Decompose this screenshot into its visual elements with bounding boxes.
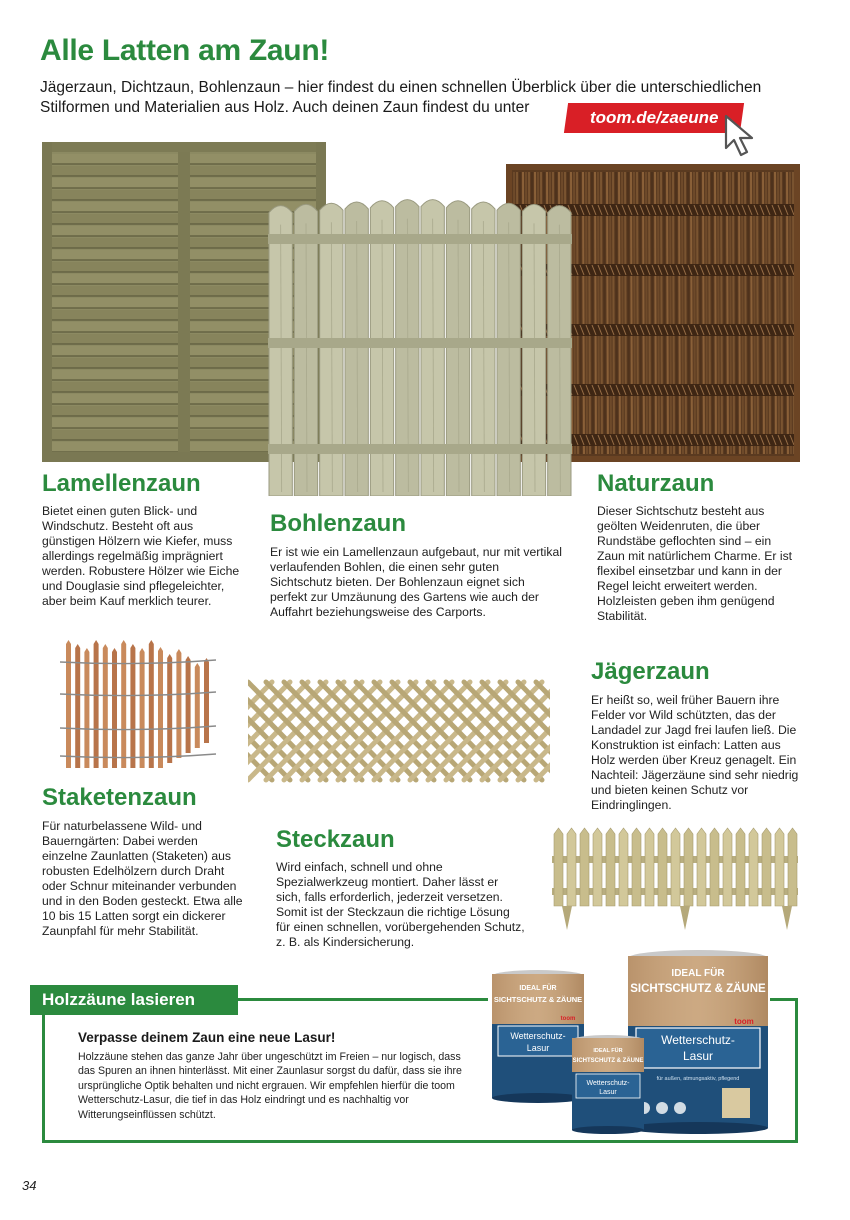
page-number: 34 xyxy=(22,1178,37,1193)
can-brand: toom xyxy=(734,1017,754,1026)
can-product-2-small: Lasur xyxy=(599,1089,617,1096)
paint-can-large xyxy=(628,950,768,1134)
bohlenzaun-image xyxy=(268,192,572,496)
staketenzaun-image xyxy=(60,636,216,776)
bohlenzaun-text: Er ist wie ein Lamellenzaun aufgebaut, nur mit vertikal verlaufenden Bohlen, die einen sehr guten Sichtschutz bieten. Der Bohlenzaun eignet sich perfekt zur Umzäunung des Gartens wie auch der Auffahrt beziehungsweise des Carports. xyxy=(270,545,562,619)
can-banner-1-medium: IDEAL FÜR xyxy=(519,985,557,992)
steckzaun-text: Wird einfach, schnell und ohne Spezialwerkzeug montiert. Daher lässt er sich, falls erforderlich, jederzeit versetzen. Somit ist der Steckzaun die richtige Lösung für einen schnellen, vorübergehenden Schutz, z. B. als Kindersicherung. xyxy=(276,860,525,949)
lamellenzaun-text: Bietet einen guten Blick- und Windschutz. Besteht oft aus günstigen Hölzern wie Kiefer, muss allerdings regelmäßig imprägniert werden. Robustere Hölzer wie Eiche und Douglasie sind pflegeleichter, aber beim Kauf merklich teurer. xyxy=(42,504,240,608)
lasur-text: Holzzäune stehen das ganze Jahr über ungeschützt im Freien – nur logisch, dass das Spuren an ihnen hinterlässt. Mit einer Zaunlasur sorgst du dafür, dass sie ihre ursprüngliche Optik behalten und nicht ergrauen. Wir empfehlen hierfür die toom Wetterschutz-Lasur, die tief in das Holz eindringt und es nachhaltig vor Witterungseinflüssen schützt. xyxy=(78,1051,462,1121)
can-product-2: Lasur xyxy=(682,1049,714,1063)
url-label: toom.de/zaeune xyxy=(589,108,719,127)
can-banner-2-medium: SICHTSCHUTZ & ZÄUNE xyxy=(493,995,583,1004)
lasur-frame-bottom xyxy=(42,1140,798,1143)
can-banner-2: SICHTSCHUTZ & ZÄUNE xyxy=(630,983,766,995)
jaegerzaun-text: Er heißt so, weil früher Bauern ihre Felder vor Wild schützten, das der Landadel zur Jagd frei laufen ließ. Die Konstruktion ist einfach: Latten aus Holz werden über Kreuz genagelt. Ein Nachteil: Jägerzäune sind sehr niedrig und bieten keinen Schutz vor Eindringlingen. xyxy=(591,693,799,812)
bohlenzaun-title: Bohlenzaun xyxy=(270,510,406,537)
can-product-1: Wetterschutz- xyxy=(661,1033,735,1047)
naturzaun-title: Naturzaun xyxy=(597,470,715,497)
staketenzaun-title: Staketenzaun xyxy=(42,784,197,811)
jaegerzaun-image xyxy=(248,676,550,786)
can-banner-1-small: IDEAL FÜR xyxy=(593,1048,623,1054)
naturzaun-text: Dieser Sichtschutz besteht aus geölten Weidenruten, die über Rundstäbe geflochten sind – ein Zaun mit natürlichem Charme. Er ist flexibel einsetzbar und kann in der Regel leicht erweitert werden. Holzleisten geben ihm genügend Stabilität. xyxy=(597,504,793,623)
can-product-2-medium: Lasur xyxy=(526,1043,550,1053)
can-product-1-medium: Wetterschutz- xyxy=(510,1031,566,1041)
lasur-tab-label: Holzzäune lasieren xyxy=(42,990,196,1009)
can-banner-1: IDEAL FÜR xyxy=(671,968,725,979)
can-small: für außen, atmungsaktiv, pflegend xyxy=(656,1076,740,1082)
steckzaun-title: Steckzaun xyxy=(276,826,395,853)
lasur-subtitle: Verpasse deinem Zaun eine neue Lasur! xyxy=(78,1030,336,1045)
can-product-1-small: Wetterschutz- xyxy=(586,1080,630,1087)
toom-url-link[interactable] xyxy=(564,103,744,133)
steckzaun-image xyxy=(550,826,800,932)
staketenzaun-text: Für naturbelassene Wild- und Bauerngärten: Dabei werden einzelne Zaunlatten (Staketen) aus robusten Edelhölzern durch Draht oder Schnur miteinander verbunden und in den Boden gesteckt. Etwa alle 10 bis 15 Latten sorgt ein dickerer Zaunpfahl für mehr Stabilität. xyxy=(42,819,243,938)
can-banner-2-small: SICHTSCHUTZ & ZÄUNE xyxy=(572,1058,644,1064)
lasur-tab xyxy=(30,985,238,1015)
can-brand-medium: toom xyxy=(560,1016,576,1022)
intro-text: Jägerzaun, Dichtzaun, Bohlenzaun – hier findest du einen schnellen Überblick über die unterschiedlichen Stilformen und Materialien aus Holz. Auch deinen Zaun findest du unter xyxy=(40,79,762,116)
jaegerzaun-title: Jägerzaun xyxy=(591,658,710,685)
paint-can-medium xyxy=(492,970,584,1103)
paint-can-small xyxy=(572,1035,644,1134)
page-title: Alle Latten am Zaun! xyxy=(40,34,330,67)
lasur-frame-left xyxy=(42,1015,45,1143)
paint-cans-image xyxy=(486,948,782,1134)
lamellenzaun-title: Lamellenzaun xyxy=(42,470,201,497)
lasur-frame-right xyxy=(795,998,798,1143)
lasur-frame-top xyxy=(238,998,488,1001)
mouse-cursor-icon xyxy=(722,112,766,160)
